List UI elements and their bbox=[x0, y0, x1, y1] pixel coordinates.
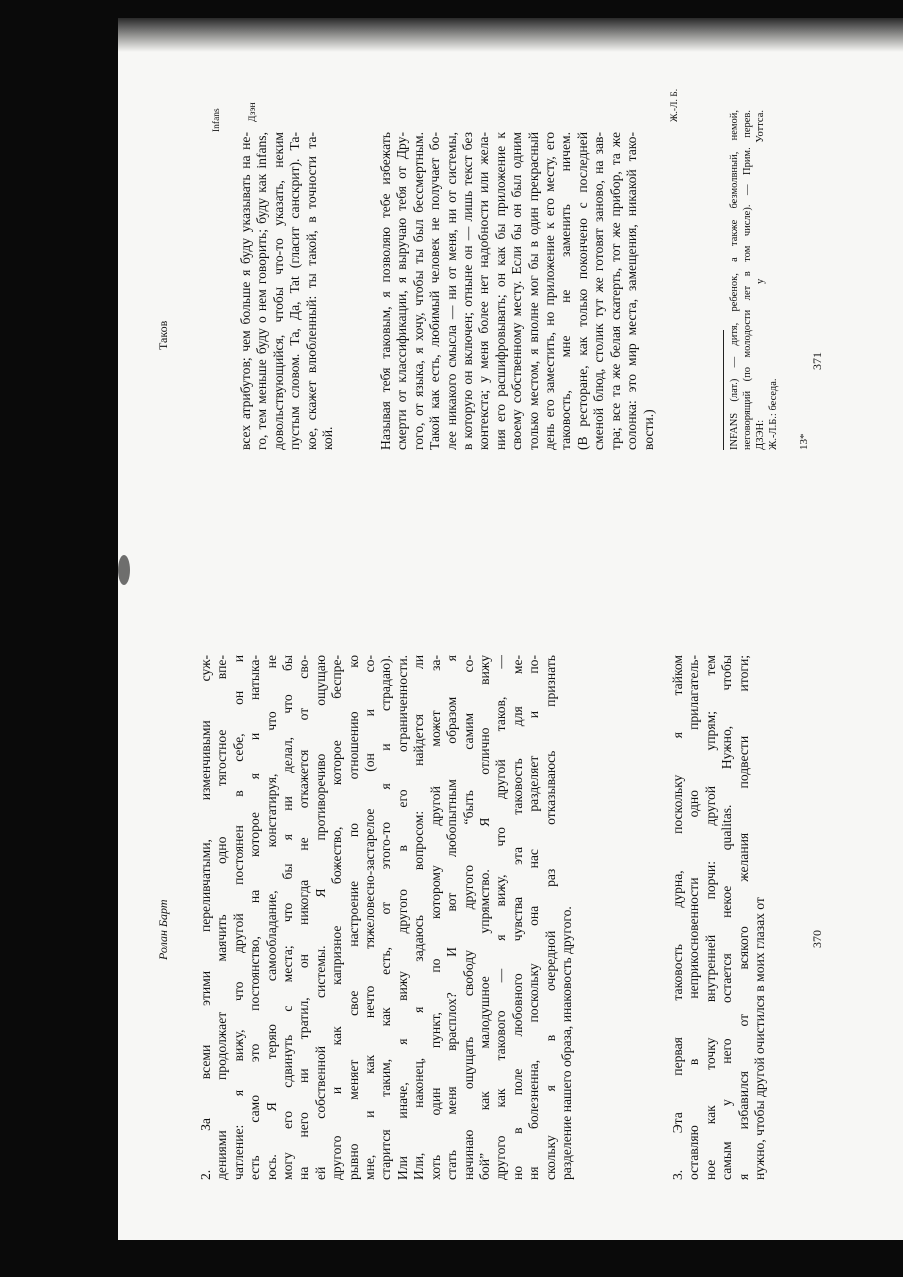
scan-shadow bbox=[118, 18, 903, 52]
text-line: Или, наконец, я задаюсь вопросом: найдется ли bbox=[411, 655, 427, 1180]
text-line: лее никакого смысла — ни от меня, ни от системы, bbox=[443, 132, 459, 450]
footnote-rule bbox=[723, 330, 724, 450]
margin-note-dzen: Дзэн bbox=[248, 102, 258, 122]
text-line: дениями продолжает маячить одно тягостное впе- bbox=[214, 655, 230, 1180]
text-line: го, тем меньше буду о нем говорить; буду как infans, bbox=[254, 132, 270, 450]
text-line: в которую он включен; отныне он — лишь текст без bbox=[460, 132, 476, 450]
text-line: гого, от языка, я хочу, чтобы ты был бессмертным. bbox=[410, 132, 426, 450]
scan-smudge bbox=[118, 555, 130, 585]
text-line: тра; все та же белая скатерть, тот же прибор, та же bbox=[607, 132, 623, 450]
text-line: Называя тебя таковым, я позволяю тебе избежать bbox=[378, 132, 393, 450]
footnote-line: неговорящий (по молодости лет в том числе). — Прим. перев. bbox=[742, 110, 753, 450]
right-page bbox=[150, 60, 850, 620]
text-line: разделение нашего образа, инаковость другого. bbox=[558, 906, 574, 1180]
text-line: довольствующийся, чтобы что-то указать, неким bbox=[270, 132, 286, 450]
text-line: смерти от классификации, я выручаю тебя от Дру- bbox=[394, 132, 410, 450]
left-running-head: Ролан Барт bbox=[156, 899, 170, 960]
text-line: но в поле любовного чувства эта таковость для ме- bbox=[509, 655, 525, 1180]
text-line: кое, скажет влюбленный: ты такой, в точности та- bbox=[303, 132, 319, 450]
text-line: ей собственной системы. Я противоречиво ощущаю bbox=[312, 655, 328, 1180]
text-line: начинаю ощущать свободу другого “быть самим со- bbox=[460, 655, 476, 1180]
book-spread bbox=[150, 60, 870, 1180]
text-line: я избавился от всякого желания подвести итоги; bbox=[735, 655, 751, 1180]
footnote-line: Ж.-Л.Б.: беседа. bbox=[768, 378, 779, 450]
text-line: 3. Эта первая таковость дурна, поскольку я тайком bbox=[670, 655, 685, 1180]
text-line: чатление: я вижу, что другой постоянен в себе, он и bbox=[230, 655, 246, 1180]
text-line: рывно меняет свое настроение по отношению ко bbox=[345, 655, 361, 1180]
right-page-number: 371 bbox=[810, 352, 824, 370]
footnote-line: ДЗЭН: у Уоттса. bbox=[755, 110, 766, 450]
text-line: всех атрибутов; чем больше я буду указывать на не- bbox=[238, 132, 253, 450]
footnote-line: INFANS (лат.) — дитя, ребенок, а также безмолвный, немой, bbox=[729, 110, 740, 450]
section-3 bbox=[670, 655, 768, 1180]
text-line: ния его расшифровывать; он как бы приложение к bbox=[492, 132, 508, 450]
text-line: нужно, чтобы другой очистился в моих глазах от bbox=[752, 897, 768, 1180]
text-line: есть само это постоянство, на которое я и натыка- bbox=[247, 655, 263, 1180]
section-2 bbox=[198, 655, 575, 1180]
paragraph-1 bbox=[238, 132, 336, 450]
text-line: скольку я в очередной раз отказываюсь признать bbox=[542, 655, 558, 1180]
right-running-head: Таков bbox=[156, 320, 170, 350]
text-line: контекста; у меня более нет надобности или жела- bbox=[476, 132, 492, 450]
text-line: другого как такового — я вижу, что другой таков, — bbox=[493, 655, 509, 1180]
text-line: старится таким, как есть, от этого-то я и страдаю). bbox=[378, 655, 394, 1180]
text-line: день его заместить, но приложение к его месту, его bbox=[542, 132, 558, 450]
text-line: могу его сдвинуть с места; что бы я ни делал, что бы bbox=[280, 655, 296, 1180]
text-line: (В ресторане, как только покончено с последней bbox=[574, 132, 590, 450]
left-page bbox=[150, 655, 850, 1180]
text-line: ное как точку внутренней порчи: другой упрям; тем bbox=[702, 655, 718, 1180]
text-line: оставляю в неприкосновенности одно прилагатель- bbox=[686, 655, 702, 1180]
text-line: самым у него остается некое qualitas. Нужно, чтобы bbox=[719, 655, 735, 1180]
text-line: другого и как капризное божество, которое беспре- bbox=[329, 655, 345, 1180]
text-line: бой” как малодушное упрямство. Я отлично вижу bbox=[476, 655, 492, 1180]
paragraph-2 bbox=[378, 132, 657, 450]
text-line: Такой как есть, любимый человек не получает бо- bbox=[427, 132, 443, 450]
text-line: таковость, мне не заменить ничем. bbox=[558, 132, 574, 450]
text-line: вости.) bbox=[640, 409, 656, 450]
text-line: солонка: это мир места, замещения, никакой тако- bbox=[624, 132, 640, 450]
text-line: стать меня врасплох? И вот любопытным образом я bbox=[444, 655, 460, 1180]
footnotes bbox=[728, 110, 780, 450]
margin-note-author: Ж.-Л. Б. bbox=[670, 88, 680, 122]
text-line: ня болезненна, поскольку она нас разделяет и по- bbox=[526, 655, 542, 1180]
signature-mark: 13* bbox=[798, 433, 810, 450]
text-line: 2. За всеми этими переливчатыми, изменчивыми суж- bbox=[198, 655, 213, 1180]
text-line: пустым словом. Та, Да, Tat (гласит санскрит). Та- bbox=[287, 132, 303, 450]
text-line: кой. bbox=[320, 426, 336, 450]
text-line: Или иначе, я вижу другого в его ограниченности. bbox=[394, 655, 410, 1180]
left-page-number: 370 bbox=[810, 930, 824, 948]
text-line: на него ни тратил, он никогда не откажется от сво- bbox=[296, 655, 312, 1180]
text-line: мне, и как нечто тяжеловесно-застарелое (он и со- bbox=[362, 655, 378, 1180]
text-line: сменой блюд, столик тут же готовят заново, на зав- bbox=[591, 132, 607, 450]
text-line: своему собственному месту. Если бы он был одним bbox=[509, 132, 525, 450]
margin-note-infans: Infans bbox=[212, 108, 222, 132]
text-line: хоть один пункт, по которому другой может за- bbox=[427, 655, 443, 1180]
text-line: юсь. Я теряю самообладание, констатируя, что не bbox=[263, 655, 279, 1180]
text-line: только местом, я вполне мог бы в один прекрасный bbox=[525, 132, 541, 450]
